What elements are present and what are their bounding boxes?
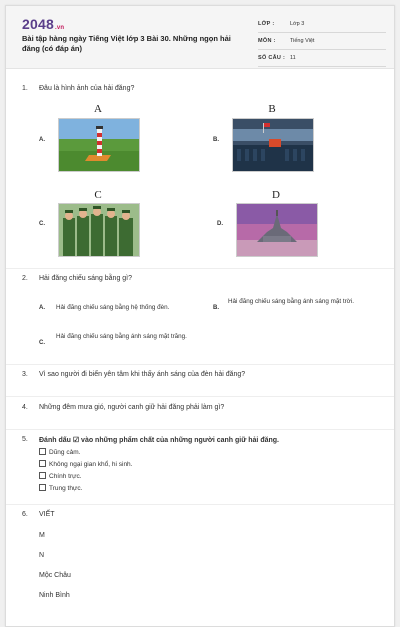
- question-number: 2.: [22, 275, 28, 282]
- divider: [6, 364, 394, 365]
- checklist-item[interactable]: Dũng cảm.: [39, 448, 80, 456]
- option-letter-a: A.: [39, 305, 45, 311]
- castle-island-photo[interactable]: [236, 203, 318, 257]
- meta-row-class: LỚP : Lớp 3: [258, 16, 386, 33]
- checklist-item[interactable]: Trung thực.: [39, 484, 82, 492]
- checkbox[interactable]: [39, 472, 46, 479]
- option-caption-a: A: [94, 103, 102, 115]
- option-letter-b: B.: [213, 137, 219, 143]
- question-4-text: Những đêm mưa gió, người canh giữ hải đăng phải làm gì?: [39, 404, 225, 411]
- option-letter-d: D.: [217, 221, 223, 227]
- lighthouse-photo[interactable]: [58, 118, 140, 172]
- checkbox[interactable]: [39, 448, 46, 455]
- marching-soldiers-photo[interactable]: [58, 203, 140, 257]
- checkbox[interactable]: [39, 484, 46, 491]
- option-letter-b: B.: [213, 305, 219, 311]
- worksheet-header: [6, 6, 394, 69]
- writing-line: M: [39, 532, 45, 539]
- site-logo[interactable]: 2048.vn: [22, 16, 65, 32]
- question-1-text: Đâu là hình ảnh của hải đăng?: [39, 85, 135, 92]
- meta-row-subject: MÔN : Tiếng Việt: [258, 33, 386, 50]
- meta-row-question-count: SỐ CÂU : 11: [258, 50, 386, 67]
- question-number: 5.: [22, 436, 28, 443]
- divider: [6, 429, 394, 430]
- soldiers-ceremony-photo[interactable]: [232, 118, 314, 172]
- question-6-text: VIẾT: [39, 511, 55, 518]
- question-number: 3.: [22, 371, 28, 378]
- option-a-text[interactable]: Hải đăng chiếu sáng bằng hệ thống đèn.: [56, 304, 170, 311]
- option-letter-c: C.: [39, 340, 45, 346]
- worksheet-meta: [258, 16, 386, 67]
- divider: [6, 504, 394, 505]
- option-b-text[interactable]: Hải đăng chiếu sáng bằng ánh sáng mặt trời.: [228, 298, 354, 305]
- checklist-item[interactable]: Chính trực.: [39, 472, 82, 480]
- option-c-text[interactable]: Hải đăng chiếu sáng bằng ánh sáng mặt trăng.: [56, 333, 187, 340]
- option-letter-a: A.: [39, 137, 45, 143]
- option-caption-c: C: [94, 189, 102, 201]
- divider: [6, 396, 394, 397]
- question-number: 1.: [22, 85, 28, 92]
- question-3-text: Vì sao người đi biển yên tâm khi thấy ánh sáng của đèn hải đăng?: [39, 371, 246, 378]
- worksheet: [5, 5, 395, 627]
- option-letter-c: C.: [39, 221, 45, 227]
- question-5-text: Đánh dấu ☑ vào những phẩm chất của những người canh giữ hải đăng.: [39, 437, 279, 444]
- option-caption-d: D: [272, 189, 280, 201]
- worksheet-title: Bài tập hàng ngày Tiếng Việt lớp 3 Bài 30. Những ngọn hải đăng (có đáp án): [22, 34, 231, 53]
- checklist-item[interactable]: Không ngại gian khổ, hi sinh.: [39, 460, 132, 468]
- writing-line: Ninh Bình: [39, 592, 70, 599]
- question-number: 6.: [22, 511, 28, 518]
- writing-line: Mộc Châu: [39, 572, 71, 579]
- writing-line: N: [39, 552, 45, 559]
- divider: [6, 268, 394, 269]
- checkbox[interactable]: [39, 460, 46, 467]
- option-caption-b: B: [268, 103, 276, 115]
- question-number: 4.: [22, 404, 28, 411]
- question-2-text: Hải đăng chiếu sáng bằng gì?: [39, 275, 133, 282]
